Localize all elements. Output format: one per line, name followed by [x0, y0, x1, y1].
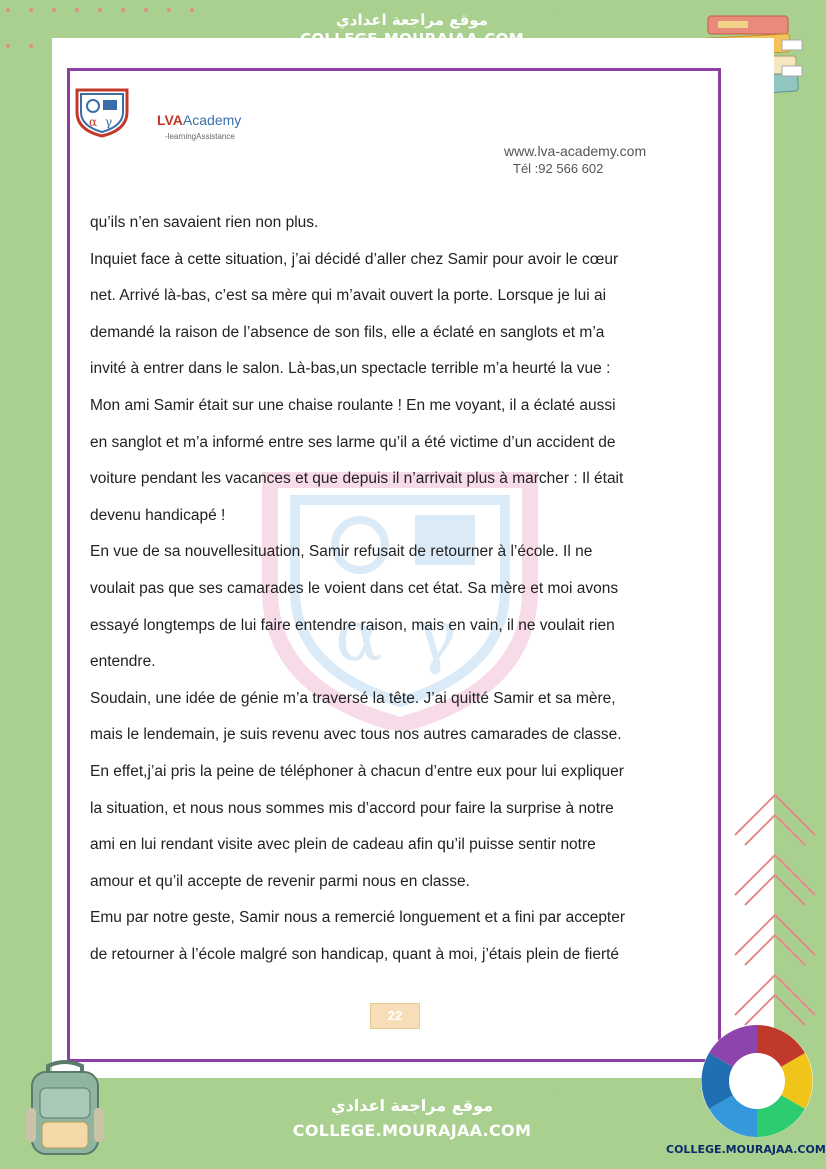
text-line: la situation, et nous nous sommes mis d’accord pour faire la surprise à notre	[90, 799, 614, 817]
text-line: Soudain, une idée de génie m’a traversé la tête. J’ai quitté Samir et sa mère,	[90, 689, 616, 707]
page-number: 22	[370, 1003, 420, 1029]
lva-logo-icon	[73, 86, 131, 138]
text-line: qu’ils n’en savaient rien non plus.	[90, 214, 319, 231]
text-line: Mon ami Samir était sur une chaise roulante ! En me voyant, il a éclaté aussi	[90, 396, 616, 414]
dot	[6, 44, 10, 48]
text-line: demandé la raison de l’absence de son fils, elle a éclaté en sanglots et m’a	[90, 323, 605, 341]
text-line: voulait pas que ses camarades le voient dans cet état. Sa mère et moi avons	[90, 579, 619, 597]
text-line: En vue de sa nouvellesituation, Samir refusait de retourner à l’école. Il ne	[90, 543, 593, 561]
dot	[98, 8, 102, 12]
text-line: en sanglot et m’a informé entre ses larme qu’il a été victime d’un accident de	[90, 433, 616, 451]
text-line: entendre.	[90, 653, 156, 671]
text-line: Emu par notre geste, Samir nous a remercié longuement et a fini par accepter	[90, 909, 626, 927]
school-subjects-wheel-icon	[694, 1022, 820, 1140]
dot	[29, 44, 33, 48]
text-line: En effet,j’ai pris la peine de téléphoner à chacun d’entre eux pour lui expliquer	[90, 762, 624, 780]
text-line: ami en lui rendant visite avec plein de cadeau afin qu’il puisse sentir notre	[90, 836, 596, 854]
telephone-text: Tél :92 566 602	[513, 161, 604, 176]
badge-url[interactable]: COLLEGE.MOURAJAA.COM	[666, 1143, 826, 1156]
dot	[6, 8, 10, 12]
brand-academy: Academy	[182, 112, 242, 128]
svg-text:γ: γ	[415, 595, 457, 677]
footer-banner	[262, 1078, 562, 1169]
svg-text:γ: γ	[105, 115, 113, 129]
footer-url[interactable]: COLLEGE.MOURAJAA.COM	[292, 1121, 532, 1140]
dot	[190, 8, 194, 12]
header-arabic-text: موقع مراجعة اعدادي	[336, 11, 488, 29]
text-line: devenu handicapé !	[90, 506, 226, 524]
dot	[29, 8, 33, 12]
dot	[121, 8, 125, 12]
dot	[52, 8, 56, 12]
body-text	[90, 205, 704, 973]
dot	[75, 8, 79, 12]
text-line: invité à entrer dans le salon. Là-bas,un spectacle terrible m’a heurté la vue :	[90, 360, 611, 378]
brand-lva: LVA	[157, 112, 183, 128]
text-line: essayé longtemps de lui faire entendre raison, mais en vain, il ne voulait rien	[90, 616, 615, 634]
text-line: voiture pendant les vacances et que depuis il n’arrivait plus à marcher : Il était	[90, 470, 624, 488]
brand-subtitle: -learningAssistance	[165, 132, 235, 141]
dot	[144, 8, 148, 12]
brand-name	[157, 112, 241, 128]
svg-text:α: α	[89, 115, 98, 129]
text-line: de retourner à l’école malgré son handicap, quant à moi, j’étais plein de fierté	[90, 945, 620, 963]
chevron-up-decoration-icon	[730, 790, 820, 1030]
text-line: mais le lendemain, je suis revenu avec tous nos autres camarades de classe.	[90, 726, 622, 744]
svg-text:α: α	[335, 595, 383, 677]
backpack-icon	[18, 1058, 113, 1158]
text-line: amour et qu’il accepte de revenir parmi nous en classe.	[90, 872, 470, 890]
text-line: net. Arrivé là-bas, c’est sa mère qui m’avait ouvert la porte. Lorsque je lui ai	[90, 287, 607, 305]
footer-arabic-text: موقع مراجعة اعدادي	[330, 1096, 494, 1115]
text-line: Inquiet face à cette situation, j’ai décidé d’aller chez Samir pour avoir le cœur	[90, 250, 619, 268]
dot	[167, 8, 171, 12]
website-text[interactable]: www.lva-academy.com	[504, 143, 647, 159]
